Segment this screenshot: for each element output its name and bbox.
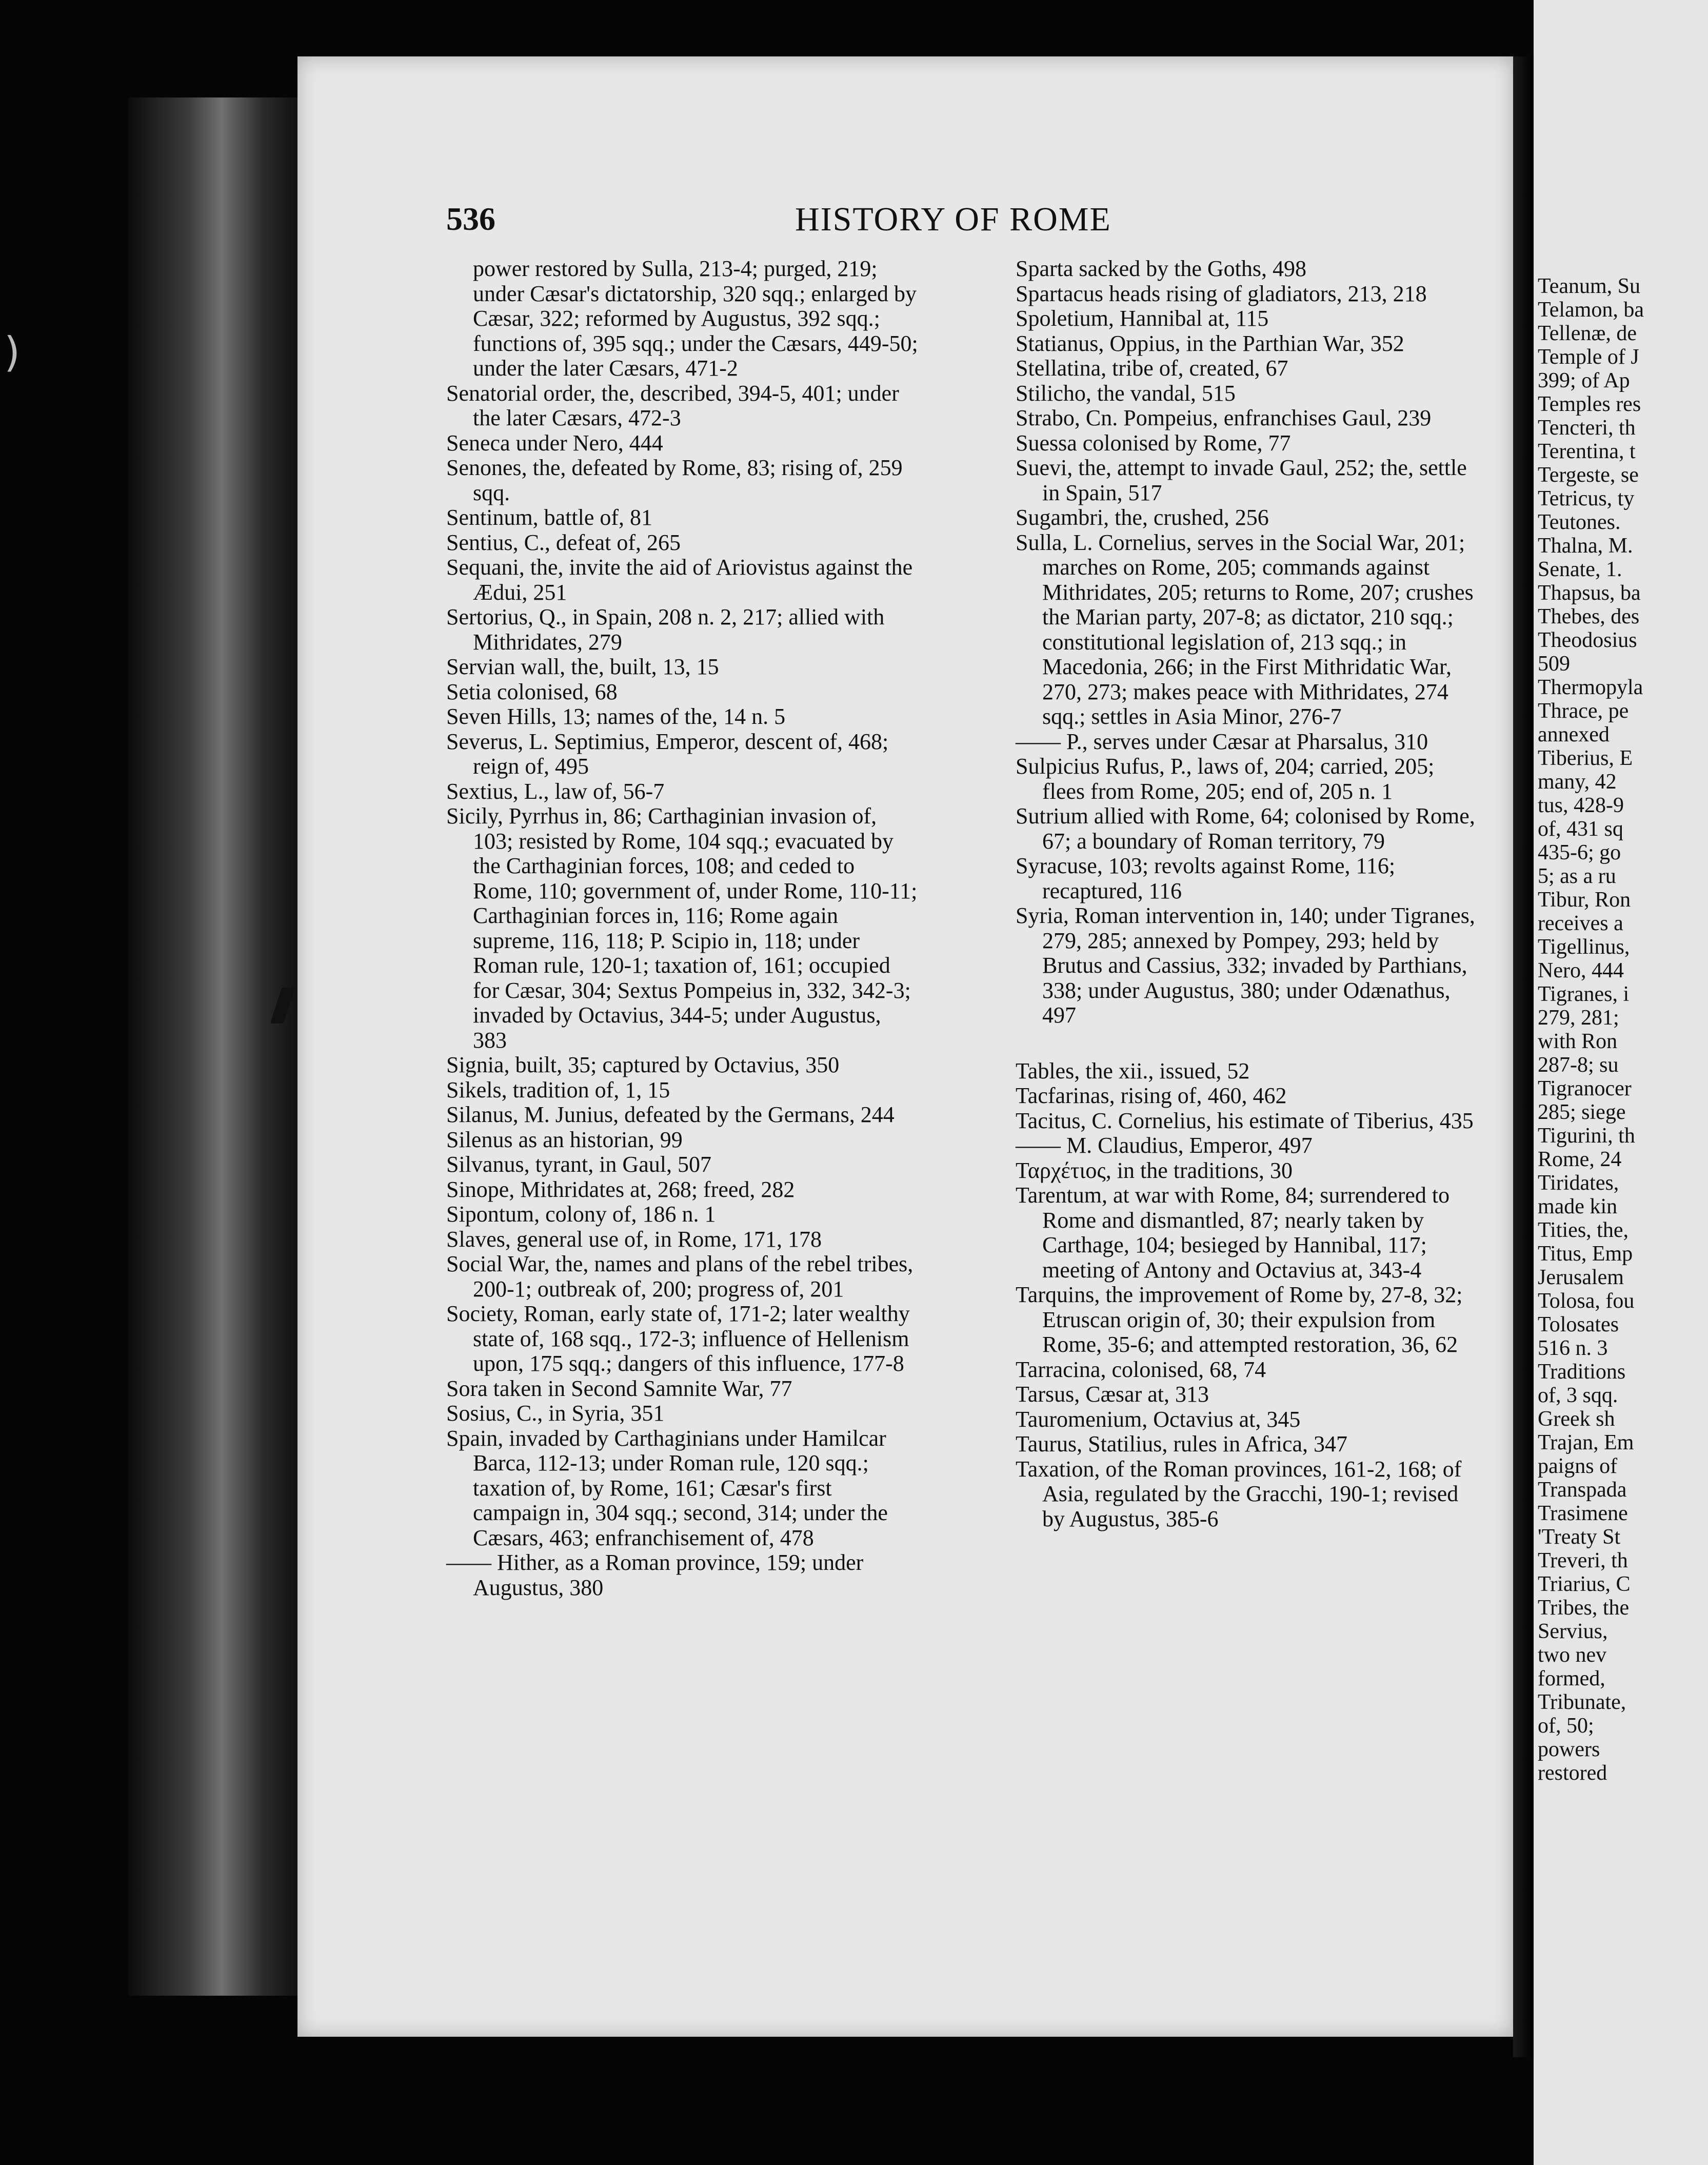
- scan-artifact: ): [4, 328, 21, 376]
- index-fragment-line: Teutones.: [1538, 510, 1621, 534]
- index-fragment-line: of, 431 sq: [1538, 817, 1623, 841]
- index-entry: Senatorial order, the, described, 394-5, 401; under the later Cæsars, 472-3: [446, 380, 899, 430]
- index-entry: Setia colonised, 68: [446, 679, 618, 704]
- index-entry: Sipontum, colony of, 186 n. 1: [446, 1202, 716, 1227]
- index-fragment-line: restored: [1538, 1761, 1607, 1785]
- index-entry: Syracuse, 103; revolts against Rome, 116; recaptured, 116: [1016, 853, 1396, 903]
- index-entry: Tarsus, Cæsar at, 313: [1016, 1382, 1209, 1407]
- index-fragment-line: Rome, 24: [1538, 1148, 1622, 1171]
- index-fragment-line: of, 3 sqq.: [1538, 1384, 1618, 1407]
- index-fragment-line: Temple of J: [1538, 345, 1639, 369]
- index-fragment-line: Thapsus, ba: [1538, 581, 1641, 605]
- index-entry: Senones, the, defeated by Rome, 83; rising of, 259 sqq.: [446, 455, 903, 505]
- index-fragment-line: 516 n. 3: [1538, 1336, 1608, 1360]
- index-entry: Stilicho, the vandal, 515: [1016, 380, 1236, 406]
- index-entry: Sutrium allied with Rome, 64; colonised by Rome, 67; a boundary of Roman territory, 79: [1016, 803, 1475, 854]
- index-fragment-line: of, 50;: [1538, 1714, 1594, 1738]
- index-column-left: [446, 257, 918, 1600]
- index-entry: Sora taken in Second Samnite War, 77: [446, 1375, 792, 1401]
- index-entry: power restored by Sulla, 213-4; purged, 219; under Cæsar's dictatorship, 320 sqq.; enlarged by Cæsar, 322; reformed by Augustus, 392 sqq.; functions of, 395 sqq.; under the Cæsars, 449-50; under the later Cæsars, 471-2: [473, 256, 918, 381]
- index-fragment-line: Tibur, Ron: [1538, 888, 1631, 912]
- index-entry: Stellatina, tribe of, created, 67: [1016, 356, 1288, 381]
- index-fragment-line: formed,: [1538, 1667, 1605, 1690]
- index-entry: Taxation, of the Roman provinces, 161-2, 168; of Asia, regulated by the Gracchi, 190-1; revised by Augustus, 385-6: [1016, 1456, 1462, 1531]
- index-fragment-line: annexed: [1538, 723, 1610, 746]
- index-fragment-line: Nero, 444: [1538, 959, 1624, 982]
- index-fragment-line: Trajan, Em: [1538, 1431, 1634, 1454]
- index-entry: Sulpicius Rufus, P., laws of, 204; carried, 205; flees from Rome, 205; end of, 205 n. 1: [1016, 754, 1435, 804]
- index-entry: Sikels, tradition of, 1, 15: [446, 1077, 670, 1103]
- index-entry: Sugambri, the, crushed, 256: [1016, 505, 1269, 530]
- index-entry: Seven Hills, 13; names of the, 14 n. 5: [446, 704, 786, 729]
- index-fragment-line: Tetricus, ty: [1538, 487, 1635, 510]
- index-fragment-line: two nev: [1538, 1643, 1607, 1667]
- index-entry: —— P., serves under Cæsar at Pharsalus, 310: [1016, 729, 1428, 754]
- index-fragment-line: Tigranocer: [1538, 1077, 1632, 1100]
- index-entry: Sicily, Pyrrhus in, 86; Carthaginian invasion of, 103; resisted by Rome, 104 sqq.; evacuated by the Carthaginian forces, 108; and ceded to Rome, 110; government of, under Rome, 110-11; Carthaginian forces in, 116; Rome again supreme, 116, 118; P. Scipio in, 118; under Roman rule, 120-1; taxation of, 161; occupied for Cæsar, 304; Sextus Pompeius in, 332, 342-3; invaded by Octavius, 344-5; under Augustus, 383: [446, 803, 918, 1053]
- index-entry: Ταρχέτιος, in the traditions, 30: [1016, 1157, 1293, 1183]
- index-fragment-line: with Ron: [1538, 1030, 1618, 1053]
- index-fragment-line: powers: [1538, 1738, 1600, 1761]
- running-title: HISTORY OF ROME: [795, 201, 1111, 238]
- index-entry: Sparta sacked by the Goths, 498: [1016, 256, 1306, 281]
- index-entry: Tacfarinas, rising of, 460, 462: [1016, 1083, 1287, 1108]
- index-fragment-line: Triarius, C: [1538, 1572, 1631, 1596]
- index-fragment-line: Traditions: [1538, 1360, 1626, 1384]
- index-fragment-line: Tolosa, fou: [1538, 1289, 1635, 1313]
- index-fragment-line: Thrace, pe: [1538, 699, 1629, 723]
- index-entry: Sertorius, Q., in Spain, 208 n. 2, 217; allied with Mithridates, 279: [446, 604, 885, 655]
- index-fragment-line: Telamon, ba: [1538, 298, 1644, 322]
- adjacent-page-strip: [1534, 0, 1708, 2165]
- index-fragment-line: Tergeste, se: [1538, 463, 1639, 487]
- index-entry: Syria, Roman intervention in, 140; under Tigranes, 279, 285; annexed by Pompey, 293; held by Brutus and Cassius, 332; invaded by Parthians, 338; under Augustus, 380; under Odænathus, 497: [1016, 903, 1475, 1028]
- index-entry: Spoletium, Hannibal at, 115: [1016, 306, 1269, 331]
- index-entry: —— M. Claudius, Emperor, 497: [1016, 1133, 1313, 1158]
- index-fragment-line: 509: [1538, 652, 1570, 676]
- index-entry: Suessa colonised by Rome, 77: [1016, 430, 1291, 456]
- index-entry: Tarracina, colonised, 68, 74: [1016, 1356, 1266, 1382]
- index-entry: Sentinum, battle of, 81: [446, 505, 653, 530]
- index-entry: Silenus as an historian, 99: [446, 1127, 683, 1152]
- index-fragment-line: Terentina, t: [1538, 440, 1636, 463]
- index-fragment-line: Tigranes, i: [1538, 982, 1630, 1006]
- index-entry: Spain, invaded by Carthaginians under Hamilcar Barca, 112-13; under Roman rule, 120 sqq.; taxation of, by Rome, 161; Cæsar's first campaign in, 304 sqq.; second, 314; under the Cæsars, 463; enfranchisement of, 478: [446, 1425, 888, 1550]
- index-entry: Slaves, general use of, in Rome, 171, 178: [446, 1226, 822, 1252]
- index-entry: Statianus, Oppius, in the Parthian War, 352: [1016, 330, 1404, 356]
- index-fragment-line: Trasimene: [1538, 1502, 1628, 1525]
- index-entry: Sulla, L. Cornelius, serves in the Social War, 201; marches on Rome, 205; commands against Mithridates, 205; returns to Rome, 207; crushes the Marian party, 207-8; as dictator, 210 sqq.; constitutional legislation of, 213 sqq.; in Macedonia, 266; in the First Mithridatic War, 270, 273; makes peace with Mithridates, 274 sqq.; settles in Asia Minor, 276-7: [1016, 529, 1474, 729]
- page-gutter: [1513, 56, 1534, 2057]
- index-fragment-line: Temples res: [1538, 392, 1641, 416]
- index-entry: Tables, the xii., issued, 52: [1016, 1058, 1250, 1084]
- index-fragment-line: receives a: [1538, 912, 1623, 935]
- index-fragment-line: Tigurini, th: [1538, 1124, 1635, 1148]
- index-fragment-line: Tiridates,: [1538, 1171, 1619, 1195]
- page-number: 536: [446, 201, 495, 237]
- section-gap: [1016, 1028, 1477, 1059]
- index-fragment-line: Titus, Emp: [1538, 1242, 1633, 1266]
- index-fragment-line: Teanum, Su: [1538, 274, 1641, 298]
- index-entry: Sinope, Mithridates at, 268; freed, 282: [446, 1176, 795, 1202]
- index-fragment-line: paigns of: [1538, 1454, 1618, 1478]
- index-fragment-line: 435-6; go: [1538, 841, 1621, 864]
- index-fragment-line: tus, 428-9: [1538, 794, 1624, 817]
- index-fragment-line: Tigellinus,: [1538, 935, 1630, 959]
- index-fragment-line: many, 42: [1538, 770, 1617, 794]
- index-fragment-line: Tolosates: [1538, 1313, 1619, 1336]
- index-fragment-line: Servius,: [1538, 1620, 1608, 1643]
- index-entry: Signia, built, 35; captured by Octavius, 350: [446, 1052, 840, 1077]
- index-entry: Sextius, L., law of, 56-7: [446, 778, 665, 804]
- index-fragment-line: Tribunate,: [1538, 1690, 1626, 1714]
- index-entry: Silvanus, tyrant, in Gaul, 507: [446, 1152, 711, 1177]
- index-entry: Sentius, C., defeat of, 265: [446, 529, 681, 555]
- index-entry: Seneca under Nero, 444: [446, 430, 663, 456]
- index-entry: —— Hither, as a Roman province, 159; under Augustus, 380: [446, 1550, 864, 1600]
- index-fragment-line: Thalna, M.: [1538, 534, 1633, 558]
- index-fragment-line: Jerusalem: [1538, 1266, 1624, 1289]
- index-fragment-line: Tellenæ, de: [1538, 322, 1637, 345]
- index-entry: Tacitus, C. Cornelius, his estimate of Tiberius, 435: [1016, 1108, 1474, 1133]
- index-entry: Tarentum, at war with Rome, 84; surrendered to Rome and dismantled, 87; nearly taken by Carthage, 104; besieged by Hannibal, 117; meeting of Antony and Octavius at, 343-4: [1016, 1183, 1450, 1283]
- book-spine-edge: [128, 97, 297, 1996]
- index-fragment-line: Thebes, des: [1538, 605, 1640, 628]
- index-entry: Sequani, the, invite the aid of Ariovistus against the Ædui, 251: [446, 555, 913, 605]
- index-fragment-line: Transpada: [1538, 1478, 1627, 1502]
- index-fragment-line: 'Treaty St: [1538, 1525, 1621, 1549]
- index-entry: Spartacus heads rising of gladiators, 213, 218: [1016, 281, 1427, 306]
- index-fragment-line: Greek sh: [1538, 1407, 1615, 1431]
- index-entry: Society, Roman, early state of, 171-2; later wealthy state of, 168 sqq., 172-3; influence of Hellenism upon, 175 sqq.; dangers of this influence, 177-8: [446, 1301, 910, 1376]
- index-fragment-line: Treveri, th: [1538, 1549, 1628, 1572]
- index-column-right-fragment: [1534, 274, 1644, 1785]
- index-entry: Tarquins, the improvement of Rome by, 27-8, 32; Etruscan origin of, 30; their expulsion from Rome, 35-6; and attempted restoration, 36, 62: [1016, 1282, 1463, 1357]
- index-fragment-line: Senate, 1.: [1538, 558, 1622, 581]
- index-entry: Silanus, M. Junius, defeated by the Germans, 244: [446, 1102, 895, 1127]
- index-fragment-line: 399; of Ap: [1538, 369, 1630, 392]
- index-fragment-line: Tiberius, E: [1538, 746, 1633, 770]
- index-fragment-line: Tities, the,: [1538, 1218, 1628, 1242]
- index-fragment-line: Theodosius: [1538, 628, 1637, 652]
- index-fragment-line: 285; siege: [1538, 1100, 1626, 1124]
- index-entry: Severus, L. Septimius, Emperor, descent of, 468; reign of, 495: [446, 729, 889, 779]
- index-fragment-line: Thermopyla: [1538, 676, 1643, 699]
- index-fragment-line: 287-8; su: [1538, 1053, 1619, 1077]
- index-entry: Taurus, Statilius, rules in Africa, 347: [1016, 1431, 1348, 1457]
- index-entry: Suevi, the, attempt to invade Gaul, 252; the, settle in Spain, 517: [1016, 455, 1467, 505]
- index-fragment-line: 279, 281;: [1538, 1006, 1619, 1030]
- index-column-middle: [1016, 257, 1477, 1531]
- index-fragment-line: 5; as a ru: [1538, 864, 1616, 888]
- index-fragment-line: made kin: [1538, 1195, 1618, 1218]
- index-entry: Servian wall, the, built, 13, 15: [446, 654, 719, 679]
- index-entry: Strabo, Cn. Pompeius, enfranchises Gaul, 239: [1016, 405, 1432, 430]
- index-entry: Tauromenium, Octavius at, 345: [1016, 1406, 1301, 1432]
- index-entry: Social War, the, names and plans of the rebel tribes, 200-1; outbreak of, 200; progress of, 201: [446, 1251, 913, 1302]
- index-fragment-line: Tribes, the: [1538, 1596, 1630, 1620]
- index-fragment-line: Tencteri, th: [1538, 416, 1636, 440]
- index-entry: Sosius, C., in Syria, 351: [446, 1401, 665, 1426]
